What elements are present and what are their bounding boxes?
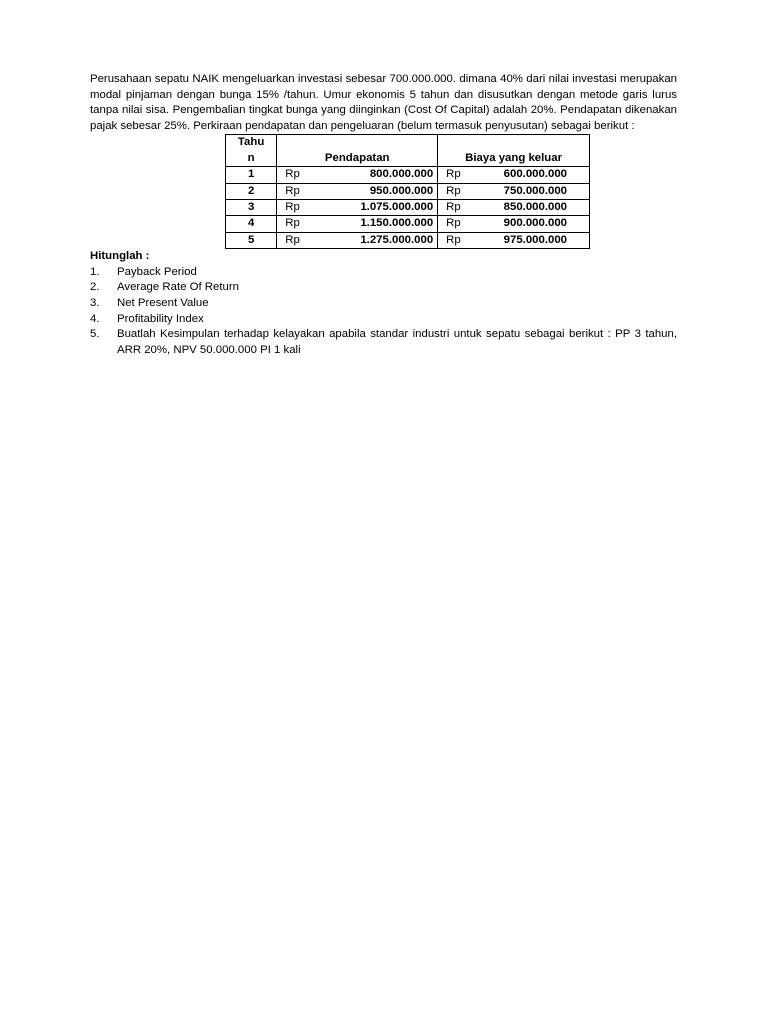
cost-cell <box>438 216 590 232</box>
list-item-text: Average Rate Of Return <box>117 281 239 294</box>
year-cell: 2 <box>226 183 277 199</box>
list-item-number: 5. <box>90 328 100 341</box>
currency-label: Rp <box>446 168 461 181</box>
cost-amount: 975.000.000 <box>503 233 567 246</box>
revenue-amount: 950.000.000 <box>369 184 434 197</box>
year-cell: 4 <box>226 216 277 232</box>
list-item <box>90 265 677 281</box>
list-item-text: Net Present Value <box>117 297 209 309</box>
task-list <box>90 265 677 359</box>
cost-cell <box>438 200 590 216</box>
year-header-line1: Tahu <box>237 136 265 149</box>
table-header-row <box>226 135 590 167</box>
list-item-text: Buatlah Kesimpulan terhadap kelayakan apabila standar industri untuk sepatu sebagai berikut : PP 3 tahun, ARR 20%, NPV 50.000.000 PI 1 kali <box>117 328 677 356</box>
year-cell: 5 <box>226 232 277 248</box>
revenue-column-header: Pendapatan <box>277 135 438 167</box>
cost-amount: 750.000.000 <box>503 184 567 197</box>
revenue-amount: 1.275.000.000 <box>360 233 434 246</box>
currency-label: Rp <box>446 233 461 246</box>
intro-paragraph: Perusahaan sepatu NAIK mengeluarkan investasi sebesar 700.000.000. dimana 40% dari nilai investasi merupakan modal pinjaman dengan bunga 15% /tahun. Umur ekonomis 5 tahun dan disusutkan dengan metode garis lurus tanpa nilai sisa. Pengembalian tingkat bunga yang diinginkan (Cost Of Capital) adalah 20%. Pendapatan dikenakan pajak sebesar 25%. Perkiraan pendapatan dan pengeluaran (belum termasuk penyusutan) sebagai berikut : <box>90 73 677 132</box>
currency-label: Rp <box>446 201 461 213</box>
list-item-number: 3. <box>90 297 100 309</box>
currency-label: Rp <box>285 168 300 181</box>
year-header-line2: n <box>247 151 255 164</box>
currency-label: Rp <box>285 233 300 246</box>
list-item-text: Profitability Index <box>117 312 204 325</box>
list-item <box>90 327 677 358</box>
revenue-cell <box>277 232 438 248</box>
currency-label: Rp <box>285 217 300 230</box>
currency-label: Rp <box>446 184 461 197</box>
table-row <box>226 183 590 199</box>
table-row <box>226 232 590 248</box>
year-cell: 1 <box>226 167 277 183</box>
cost-cell <box>438 167 590 183</box>
cost-cell <box>438 183 590 199</box>
cost-amount: 600.000.000 <box>503 168 567 181</box>
revenue-amount: 1.150.000.000 <box>360 217 434 230</box>
table-row <box>226 216 590 232</box>
list-item-number: 2. <box>90 281 100 294</box>
task-heading: Hitunglah : <box>90 250 150 263</box>
year-column-header <box>226 135 277 167</box>
revenue-amount: 1.075.000.000 <box>360 201 434 213</box>
table-row <box>226 200 590 216</box>
revenue-cell <box>277 167 438 183</box>
revenue-cell <box>277 216 438 232</box>
currency-label: Rp <box>285 184 300 197</box>
list-item-number: 4. <box>90 312 100 325</box>
cost-amount: 900.000.000 <box>503 217 567 230</box>
year-cell: 3 <box>226 200 277 216</box>
document-page <box>90 72 677 358</box>
revenue-amount: 800.000.000 <box>369 168 434 181</box>
revenue-cell <box>277 183 438 199</box>
list-item-text: Payback Period <box>117 265 197 278</box>
list-item <box>90 312 677 328</box>
currency-label: Rp <box>446 217 461 230</box>
revenue-cost-table <box>225 134 590 249</box>
table-row <box>226 167 590 183</box>
cost-column-header: Biaya yang keluar <box>438 135 590 167</box>
list-item <box>90 280 677 296</box>
list-item <box>90 296 677 312</box>
revenue-cell <box>277 200 438 216</box>
list-item-number: 1. <box>90 265 100 278</box>
currency-label: Rp <box>285 201 300 213</box>
cost-amount: 850.000.000 <box>503 201 567 213</box>
cost-cell <box>438 232 590 248</box>
